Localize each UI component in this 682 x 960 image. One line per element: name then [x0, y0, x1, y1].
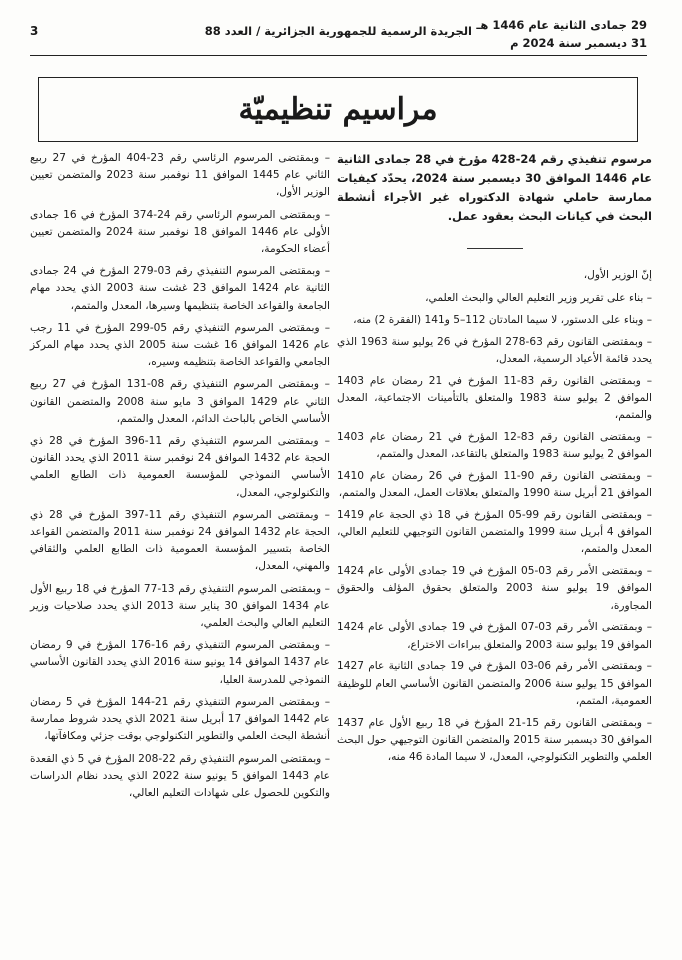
preamble-paragraph: – وبمقتضى الأمر رقم 03-05 المؤرخ في 19 جمادى الأولى عام 1424 الموافق 19 يوليو سنة 2003 والمتعلق بحقوق المؤلف والحقوق المجاورة،: [337, 565, 652, 612]
preamble-paragraph: – وبمقتضى القانون رقم 90-11 المؤرخ في 26 رمضان عام 1410 الموافق 21 أبريل سنة 1990 والمتعلق بعلاقات العمل، المعدل والمتمم،: [337, 470, 652, 500]
preamble-paragraph: – وبمقتضى المرسوم التنفيذي رقم 11-397 المؤرخ في 28 ذي الحجة عام 1432 الموافق 24 نوفمبر سنة 2011 والمتضمن القواعد الخاصة بتسيير المؤسسة العمومية ذات الطابع العلمي والثقافي والمهني، المعدل،: [30, 508, 330, 573]
preamble-paragraph: – وبمقتضى المرسوم التنفيذي رقم 22-208 المؤرخ في 5 ذي القعدة عام 1443 الموافق 5 يونيو سنة 2022 الذي يحدد نظام الدراسات والتكوين للحصول على شهادات التعليم العالي،: [30, 752, 330, 799]
preamble-paragraph: – وبمقتضى الأمر رقم 03-07 المؤرخ في 19 جمادى الأولى عام 1424 الموافق 19 يوليو سنة 2003 والمتعلق ببراءات الاختراع،: [337, 621, 652, 651]
preamble-paragraph: – وبمقتضى المرسوم الرئاسي رقم 24-374 المؤرخ في 16 جمادى الأولى عام 1446 الموافق 18 نوفمبر سنة 2024 والمتضمن تعيين أعضاء الحكومة،: [30, 208, 330, 256]
preamble-line: إنّ الوزير الأول،: [583, 269, 652, 281]
preamble-paragraph: – وبمقتضى المرسوم التنفيذي رقم 21-144 المؤرخ في 5 رمضان عام 1442 الموافق 17 أبريل سنة 2021 الذي يحدد شروط ممارسة أنشطة البحث العلمي والتطوير التكنولوجي بوقت جزئي ومكافآتها،: [30, 695, 330, 743]
preamble-paragraph: – بناء على تقرير وزير التعليم العالي والبحث العلمي،: [425, 292, 652, 305]
preamble-paragraph: – وبمقتضى المرسوم التنفيذي رقم 11-396 المؤرخ في 28 ذي الحجة عام 1432 الموافق 24 نوفمبر سنة 2011 الذي يحدد القانون الأساسي النموذجي للمؤسسة العمومية ذات الطابع العلمي والتكنولوجي، المعدل،: [30, 435, 330, 499]
right-column: [337, 150, 652, 771]
preamble-paragraph: – وبمقتضى الأمر رقم 06-03 المؤرخ في 19 جمادى الثانية عام 1427 الموافق 15 يوليو سنة 2006 والمتضمن القانون الأساسي العام للوظيفة العمومية، المتمم،: [337, 660, 652, 707]
preamble-paragraph: – وبمقتضى المرسوم التنفيذي رقم 08-131 المؤرخ في 27 ربيع الثاني عام 1429 الموافق 3 مايو سنة 2008 والمتضمن القانون الأساسي الخاص بالباحث الدائم، المعدل والمتمم،: [30, 378, 330, 425]
journal-title: الجريدة الرسمية للجمهورية الجزائرية / العدد 88: [204, 24, 472, 38]
preamble-paragraph: – وبمقتضى المرسوم التنفيذي رقم 16-176 المؤرخ في 9 رمضان عام 1437 الموافق 14 يونيو سنة 2016 الذي يحدد القانون الأساسي النموذجي للمدرسة العليا،: [30, 639, 330, 686]
preamble-paragraph: – وبمقتضى المرسوم التنفيذي رقم 13-77 المؤرخ في 18 ربيع الأول عام 1434 الموافق 30 يناير سنة 2013 الذي يحدد صلاحيات وزير التعليم العالي والبحث العلمي،: [30, 582, 330, 630]
preamble-paragraph: – وبمقتضى المرسوم التنفيذي رقم 05-299 المؤرخ في 11 رجب عام 1426 الموافق 16 غشت سنة 2005 الذي يحدد مهام المركز الجامعي والقواعد الخاصة بتنظيمه وسيره،: [30, 321, 330, 369]
page-header: [30, 16, 647, 56]
preamble-paragraph: – وبناء على الدستور، لا سيما المادتان 112–5 و141 (الفقرة 2) منه،: [353, 314, 652, 326]
issue-date: [476, 16, 647, 52]
issue-date-hijri: 29 جمادى الثانية عام 1446 هـ: [476, 18, 647, 32]
preamble-paragraph: – وبمقتضى القانون رقم 83-11 المؤرخ في 21 رمضان عام 1403 الموافق 2 يوليو سنة 1983 والمتعلق بالتأمينات الاجتماعية، المعدل والمتمم،: [337, 374, 652, 422]
page-number: 3: [30, 24, 39, 38]
preamble-paragraph: – وبمقتضى المرسوم التنفيذي رقم 03-279 المؤرخ في 24 جمادى الثانية عام 1424 الموافق 23 غشت سنة 2003 الذي يحدد مهام الجامعة والقواعد الخاصة بتنظيمها وسيرها، المعدل والمتمم،: [30, 265, 330, 312]
preamble-paragraph: – وبمقتضى القانون رقم 63-278 المؤرخ في 26 يوليو سنة 1963 الذي يحدد قائمة الأعياد الرسمية، المعدل،: [337, 335, 652, 365]
preamble-paragraph: – وبمقتضى القانون رقم 15-21 المؤرخ في 18 ربيع الأول عام 1437 الموافق 30 ديسمبر سنة 2015 والمتضمن القانون التوجيهي حول البحث العلمي والتطوير التكنولوجي، المعدل، لا سيما المادة 46 منه،: [337, 716, 653, 764]
preamble-paragraph: – وبمقتضى القانون رقم 83-12 المؤرخ في 21 رمضان عام 1403 الموافق 2 يوليو سنة 1983 والمتعلق بالتقاعد، المعدل والمتمم،: [337, 431, 652, 461]
preamble-paragraph: – وبمقتضى القانون رقم 99-05 المؤرخ في 18 ذي الحجة عام 1419 الموافق 4 أبريل سنة 1999 والمتضمن القانون التوجيهي للتعليم العالي، المعدل والمتمم،: [337, 509, 652, 556]
preamble-paragraph: – وبمقتضى المرسوم الرئاسي رقم 23-404 المؤرخ في 27 ربيع الثاني عام 1445 الموافق 11 نوفمبر سنة 2023 والمتضمن تعيين الوزير الأول،: [30, 152, 330, 199]
decree-title: مرسوم تنفيذي رقم 24-428 مؤرخ في 28 جمادى الثانية عام 1446 الموافق 30 ديسمبر سنة 2024، يحدّد كيفيات ممارسة حاملي شهادة الدكتوراه غير الأجراء أنشطة البحث في كيانات البحث بعقود عمل.: [337, 152, 652, 223]
left-column: [30, 150, 330, 807]
section-title: مراسيم تنظيميّة: [238, 92, 438, 127]
title-separator: [467, 248, 523, 249]
section-banner: [38, 77, 638, 142]
issue-date-gregorian: 31 ديسمبر سنة 2024 م: [510, 36, 647, 50]
